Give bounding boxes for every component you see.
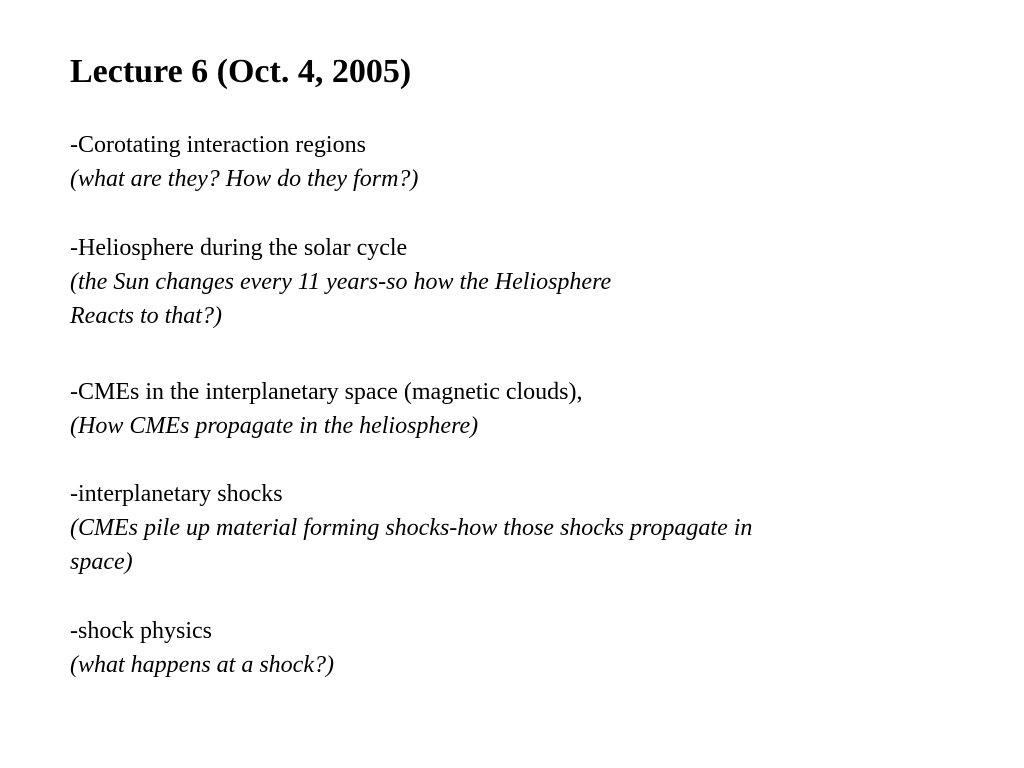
topic-heliosphere-solar-cycle [70, 231, 950, 333]
topic-note-line: Reacts to that?) [70, 303, 222, 329]
topic-heading: -CMEs in the interplanetary space (magnetic clouds), [70, 379, 583, 405]
topic-note-line: (what happens at a shock?) [70, 652, 334, 678]
topic-heading: -Heliosphere during the solar cycle [70, 235, 408, 261]
topic-note-line: space) [70, 549, 133, 575]
topic-note-line: (the Sun changes every 11 years-so how the Heliosphere [70, 269, 612, 295]
topic-shock-physics [70, 614, 950, 682]
topic-heading: -interplanetary shocks [70, 481, 283, 507]
topic-note-line: (what are they? How do they form?) [70, 166, 419, 192]
slide-title: Lecture 6 (Oct. 4, 2005) [70, 53, 412, 90]
topic-heading: -Corotating interaction regions [70, 132, 366, 158]
topic-cmes-interplanetary-space [70, 375, 950, 443]
topic-note-line: (CMEs pile up material forming shocks-how those shocks propagate in [70, 515, 753, 541]
topic-note-line: (How CMEs propagate in the heliosphere) [70, 413, 479, 439]
topic-interplanetary-shocks [70, 477, 950, 579]
topic-corotating-interaction-regions [70, 128, 950, 196]
topic-heading: -shock physics [70, 618, 212, 644]
